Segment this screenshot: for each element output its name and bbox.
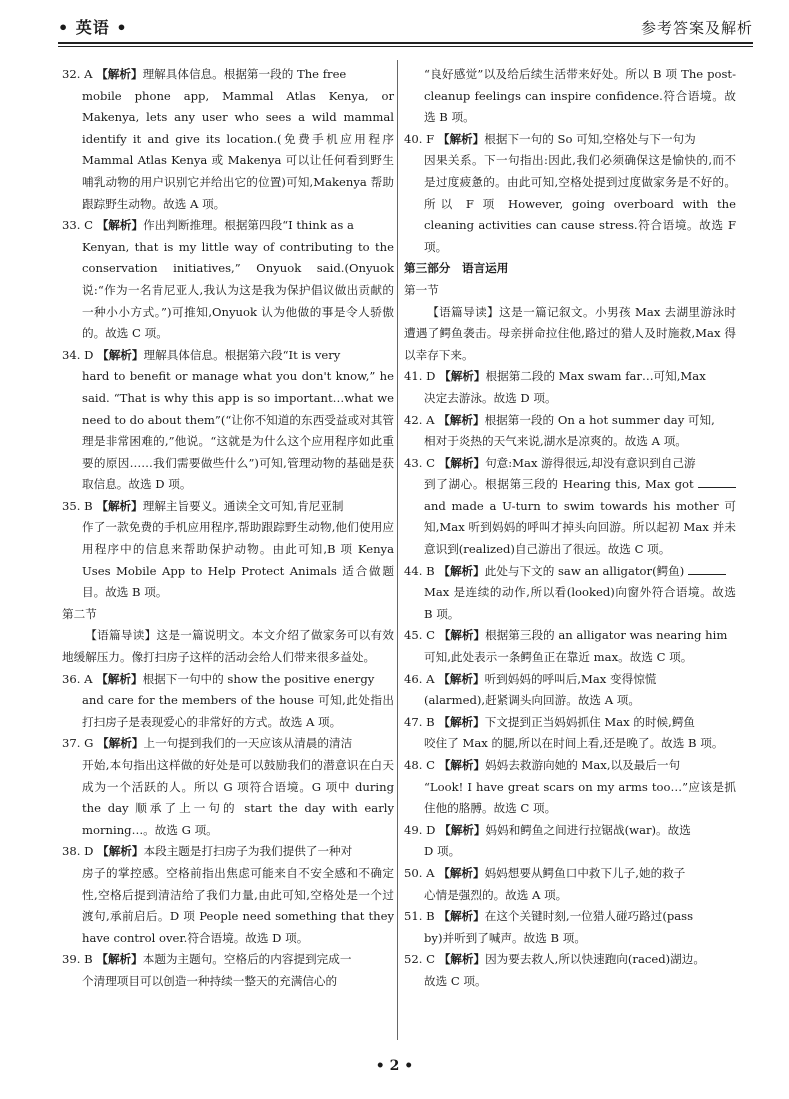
item-number: 48. C	[404, 758, 435, 772]
answer-item-47	[404, 712, 736, 755]
item-text-first: 下文提到正当妈妈抓住 Max 的时候,鳄鱼	[484, 714, 696, 729]
item-number: 36. A	[62, 671, 93, 686]
item-text: Kenyan, that is my little way of contributing to the conservation initiatives,” Onyuok said.(Onyuok 说:“作为一名肯尼亚人,我认为这是我为保护倡议做出贡献的一种小小方式。”)可推知,Onyuok 认为他做的事是令人骄傲的。故选 C 项。	[82, 239, 394, 341]
item-text: 房子的掌控感。空格前指出焦虑可能来自不安全感和不确定性,空格后提到清洁给了我们力量,由此可知,空格处是一个过渡句,承前启后。D 项 People need something that they have control over.符合语境。故选 D 项。	[82, 865, 394, 945]
analysis-tag: 【解析】	[97, 736, 144, 751]
item-text-first: 在这个关键时刻,一位猎人碰巧路过(pass	[484, 909, 694, 924]
analysis-tag: 【解析】	[97, 844, 144, 859]
analysis-tag: 【解析】	[96, 67, 143, 81]
item-text: 个清理项目可以创造一种持续一整天的充满信心的	[82, 973, 338, 988]
item-text: “Look! I have great scars on my arms too…”应该是抓住他的胳膊。故选 C 项。	[424, 779, 736, 816]
section-1-intro	[404, 302, 736, 367]
item-text-first: 根据下一句中的 show the positive energy	[142, 671, 375, 686]
item-text-first: 听到妈妈的呼叫后,Max 变得惊慌	[484, 671, 657, 686]
item-number: 40. F	[404, 131, 435, 146]
item-text	[424, 474, 736, 560]
analysis-tag: 【解析】	[438, 714, 485, 729]
item-number: 34. D	[62, 347, 94, 362]
item-text-first: 根据下一句的 So 可知,空格处与下一句为	[484, 131, 696, 146]
analysis-tag: 【解析】	[438, 628, 486, 643]
answer-item-34	[62, 345, 394, 496]
answer-item-46	[404, 669, 736, 712]
item-text: 咬住了 Max 的腿,所以在时间上看,还是晚了。故选 B 项。	[424, 736, 724, 751]
item-text-first: 本段主题是打扫房子为我们提供了一种对	[143, 844, 353, 859]
column-divider	[397, 60, 398, 1040]
answer-item-43	[404, 453, 736, 561]
item-number: 39. B	[62, 952, 93, 967]
analysis-tag: 【解析】	[438, 455, 486, 470]
answer-item-51	[404, 906, 736, 949]
item-text-first: 上一句提到我们的一天应该从清晨的清洁	[143, 736, 353, 751]
analysis-tag: 【解析】	[438, 865, 485, 880]
item-number: 49. D	[404, 822, 436, 837]
item-text: 因果关系。下一句指出:因此,我们必须确保这是愉快的,而不是过度疲惫的。由此可知,空格处提到过度做家务是不好的。所以 F 项 However, going overboard with the cleaning activities can cause stress.符合语境。故选 F 项。	[424, 153, 736, 254]
intro-text: 这是一篇说明文。本文介绍了做家务可以有效地缓解压力。像打扫房子这样的活动会给人们带来很多益处。	[62, 628, 394, 665]
item-text-first: 根据第三段的 an alligator was nearing him	[485, 628, 728, 643]
analysis-tag: 【解析】	[96, 671, 143, 686]
analysis-tag: 【解析】	[438, 909, 485, 924]
item-text-first: 妈妈和鳄鱼之间进行拉锯战(war)。故选	[485, 822, 691, 837]
section-2-intro	[62, 625, 394, 668]
item-number: 51. B	[404, 909, 435, 924]
item-number: 35. B	[62, 498, 93, 513]
analysis-tag: 【解析】	[96, 218, 144, 233]
answer-item-52	[404, 949, 736, 992]
item-text: and care for the members of the house 可知,此处指出打扫房子是表现爱心的非常好的方式。故选 A 项。	[82, 693, 394, 729]
item-number: 50. A	[404, 865, 435, 880]
header-title: 参考答案及解析	[640, 19, 753, 37]
page-header	[58, 14, 753, 38]
item-number: 46. A	[404, 671, 435, 686]
item-text: 相对于炎热的天气来说,湖水是凉爽的。故选 A 项。	[424, 434, 687, 449]
item-text: 作了一款免费的手机应用程序,帮助跟踪野生动物,他们使用应用程序中的信息来帮助保护动物。由此可知,B 项 Kenya Uses Mobile App to Help Protect Animals 适合做题目。故选 B 项。	[82, 520, 394, 600]
item-text: mobile phone app, Mammal Atlas Kenya, or Makenya, lets any user who sees a wild mammal identify it and give its location.(免费手机应用程序 Mammal Atlas Kenya 或 Makenya 可以让任何看到野生哺乳动物的用户识别它并给出它的位置)可知,Makenya 帮助跟踪野生动物。故选 A 项。	[82, 88, 394, 211]
right-column	[404, 64, 736, 993]
analysis-tag: 【解析】	[96, 498, 143, 513]
intro-tag: 【语篇导读】	[85, 628, 157, 643]
item-number: 38. D	[62, 844, 94, 859]
section-2-title: 第二节	[62, 606, 97, 621]
section-1-title: 第一节	[404, 282, 439, 297]
item-text-part: 到了湖心。根据第三段的 Hearing this, Max got	[424, 477, 694, 492]
answer-blank	[688, 562, 726, 575]
analysis-tag: 【解析】	[97, 347, 144, 362]
analysis-tag: 【解析】	[438, 563, 485, 578]
answer-blank	[698, 475, 736, 488]
item-text: (alarmed),赶紧调头向回游。故选 A 项。	[424, 693, 640, 708]
answer-item-44	[404, 561, 736, 626]
answer-item-41	[404, 366, 736, 409]
item-text-first: 句意:Max 游得很远,却没有意识到自己游	[485, 455, 696, 470]
answer-item-45	[404, 625, 736, 668]
left-column	[62, 64, 394, 993]
item-text: hard to benefit or manage what you don't know,” he said. “That is why this app is so important…what we need to do about them”(“让你不知道的东西受益或对其管理是非常困难的,”他说。“这就是为什么这个应用程序如此重要的原因……我们需要做些什么”)可知,管理动物的基础是获取信息。故选 D 项。	[82, 369, 394, 492]
item-number: 43. C	[404, 455, 435, 470]
answer-item-36	[62, 669, 394, 734]
page-number: • 2 •	[375, 1058, 414, 1074]
item-text: 可知,此处表示一条鳄鱼正在靠近 max。故选 C 项。	[424, 650, 693, 665]
answer-item-32	[62, 64, 394, 215]
item-text: 心情是强烈的。故选 A 项。	[424, 887, 568, 902]
answer-item-35	[62, 496, 394, 604]
analysis-tag: 【解析】	[438, 412, 485, 427]
part-3-title: 第三部分 语言运用	[404, 261, 509, 276]
item-text: by)并听到了喊声。故选 B 项。	[424, 930, 586, 945]
answer-item-39-continued: “良好感觉”以及给后续生活带来好处。所以 B 项 The post-cleanup feelings can inspire confidence.符合语境。故选 B 项。	[424, 67, 736, 125]
answer-item-50	[404, 863, 736, 906]
item-text-first: 根据第一段的 On a hot summer day 可知,	[484, 412, 715, 427]
analysis-tag: 【解析】	[438, 952, 486, 967]
item-text-first: 妈妈去救游向她的 Max,以及最后一句	[485, 758, 681, 772]
item-text-first: 根据第二段的 Max swam far…可知,Max	[485, 369, 706, 384]
item-text: D 项。	[424, 844, 461, 859]
item-number: 42. A	[404, 412, 435, 427]
item-number: 52. C	[404, 952, 435, 967]
item-number: 47. B	[404, 714, 435, 729]
item-text-first: 因为要去救人,所以快速跑向(raced)湖边。	[485, 952, 705, 967]
answer-item-40	[404, 129, 736, 259]
item-text: Max 是连续的动作,所以看(looked)向窗外符合语境。故选 B 项。	[424, 585, 736, 621]
item-number: 37. G	[62, 736, 94, 751]
item-text: 决定去游泳。故选 D 项。	[424, 390, 557, 405]
item-text-first: 妈妈想要从鳄鱼口中救下儿子,她的救子	[484, 865, 686, 880]
item-text-first: 理解具体信息。根据第一段的 The free	[142, 67, 347, 81]
item-text-first: 理解具体信息。根据第六段“It is very	[143, 347, 341, 362]
analysis-tag: 【解析】	[437, 131, 485, 146]
analysis-tag: 【解析】	[439, 822, 486, 837]
answer-item-49	[404, 820, 736, 863]
intro-text: 这是一篇记叙文。小男孩 Max 去湖里游泳时遭遇了鳄鱼袭击。母亲拼命拉住他,路过的猎人及时施救,Max 得以幸存下来。	[404, 304, 736, 362]
item-text-first: 作出判断推理。根据第四段“I think as a	[143, 218, 354, 233]
intro-tag: 【语篇导读】	[427, 304, 500, 319]
header-rule-thin	[58, 46, 753, 47]
answer-item-39	[62, 949, 394, 992]
analysis-tag: 【解析】	[438, 758, 486, 772]
item-text-part: and made a U-turn to swim towards his mother 可知,Max 听到妈妈的呼叫才掉头向回游。所以起初 Max 并未意识到(realized)自己游出了很远。故选 C 项。	[424, 498, 736, 557]
analysis-tag: 【解析】	[96, 952, 143, 967]
item-number: 32. A	[62, 67, 93, 81]
answer-item-37	[62, 733, 394, 841]
analysis-tag: 【解析】	[438, 671, 485, 686]
answer-item-42	[404, 410, 736, 453]
analysis-tag: 【解析】	[439, 369, 486, 384]
answer-item-38	[62, 841, 394, 949]
item-number: 44. B	[404, 563, 435, 578]
item-text-first: 本题为主题句。空格后的内容提到完成一	[142, 952, 352, 967]
answer-item-33	[62, 215, 394, 345]
item-text: 开始,本句指出这样做的好处是可以鼓励我们的潜意识在白天成为一个活跃的人。所以 G 项符合语境。G 项中 during the day 顺承了上一句的 start the day with early morning…。故选 G 项。	[82, 758, 394, 837]
item-text-first: 理解主旨要义。通读全文可知,肯尼亚制	[142, 498, 344, 513]
subject-label: • 英语 •	[58, 18, 128, 37]
item-number: 33. C	[62, 218, 93, 233]
answer-item-48	[404, 755, 736, 820]
item-text-first: 此处与下文的 saw an alligator(鳄鱼)	[484, 563, 685, 578]
item-number: 41. D	[404, 369, 436, 384]
item-number: 45. C	[404, 628, 435, 643]
header-rule	[58, 42, 753, 44]
item-text: 故选 C 项。	[424, 973, 487, 988]
